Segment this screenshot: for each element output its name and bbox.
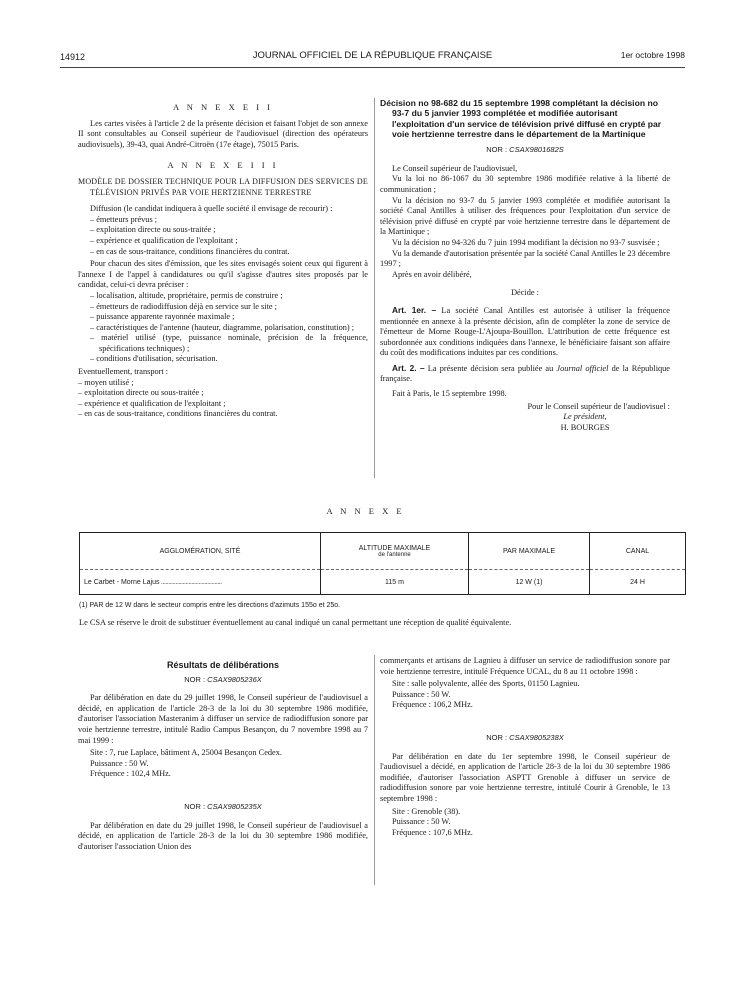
result-3-frequency: Fréquence : 107,6 MHz.	[392, 827, 473, 837]
result-1-text: Par délibération en date du 29 juillet 1998, le Conseil supérieur de l'audiovisuel a décidé, en application de l'article 28-3 de la loi du 30 septembre 1986 modifiée, d'autoriser l'association Masteranim à diffuser un service de radiodiffusion sonore par voie hertzienne terrestre, intitulé Radio Campus Besançon, du 7 novembre 1998 au 7 mai 1999 :	[78, 693, 368, 745]
transport-list	[78, 378, 368, 420]
sites-intro: Pour chacun des sites d'émission, que les sites envisagés soient ceux qui figurent à l'annexe I de l'appel à candidatures ou qu'il s'agisse d'autres sites proposés par le candidat, celui-ci devra préciser :	[78, 259, 368, 290]
list-item: – conditions d'utilisation, sécurisation.	[90, 354, 368, 365]
paragraph: Vu la loi no 86-1067 du 30 septembre 1986 modifiée relative à la liberté de communication ;	[380, 174, 670, 194]
list-item: – émetteurs prévus ;	[90, 215, 368, 226]
site-name: Le Carbet - Morne Lajus	[84, 578, 160, 586]
results-column-right	[380, 656, 670, 838]
journal-name: Journal officiel	[556, 363, 609, 373]
page-number: 14912	[60, 52, 86, 62]
nor-label: NOR :	[486, 145, 508, 155]
paragraph: Vu la demande d'autorisation présentée par la société Canal Antilles le 23 décembre 1997 ;	[380, 248, 670, 269]
col-header-canal: CANAL	[590, 533, 686, 570]
diffusion-intro: Diffusion (le candidat indiquera à quelle société il envisage de recourir) :	[90, 204, 333, 214]
list-item: – exploitation directe ou sous-traitée ;	[90, 225, 368, 236]
article-2-label: Art. 2. –	[392, 362, 425, 373]
decide-heading: Décide :	[511, 288, 539, 298]
signed-at: Fait à Paris, le 15 septembre 1998.	[392, 389, 507, 399]
table-header-row	[80, 533, 686, 570]
list-item: – caractéristiques de l'antenne (hauteur, diagramme, polarisation, constitution) ;	[90, 323, 368, 334]
result-1-frequency: Fréquence : 102,4 MHz.	[90, 769, 171, 779]
annexe-2-title: A N N E X E I I	[172, 102, 273, 112]
result-2-frequency: Fréquence : 106,2 MHz.	[392, 700, 473, 710]
annexe-2-text: Les cartes visées à l'article 2 de la présente décision et faisant l'objet de son annexe II sont consultables au Conseil supérieur de l'audiovisuel (direction des opérateurs audiovisuels), 39-43, quai André-Citroën (17e étage), 75015 Paris.	[78, 118, 368, 149]
paragraph: Après en avoir délibéré,	[392, 269, 472, 279]
annexe-table-title: A N N E X E	[326, 506, 405, 516]
annexe-3-title: A N N E X E I I I	[167, 160, 279, 171]
result-3-site: Site : Grenoble (38).	[392, 806, 461, 816]
article-2-text-end: de la République française.	[380, 363, 670, 384]
result-2-power: Puissance : 50 W.	[392, 689, 451, 699]
column-divider	[374, 98, 375, 478]
nor-code: CSAX9805235X	[207, 801, 262, 811]
list-item: – expérience et qualification de l'exploitant ;	[90, 236, 368, 247]
result-3-text: Par délibération en date du 1er septembre 1998, le Conseil supérieur de l'audiovisuel a décidé, en application de l'article 28-3 de la loi du 30 septembre 1986 modifiée, d'autoriser l'association ASPTT Grenoble à diffuser un service de radiodiffusion sonore par voie hertzienne terrestre, intitulé Courir à Grenoble, le 13 septembre 1998 :	[380, 751, 670, 803]
signature-line-2: Le président,	[563, 412, 607, 422]
annexe-table	[79, 532, 686, 595]
article-1	[380, 305, 670, 359]
sites-list	[78, 291, 368, 365]
article-2-text: La présente décision sera publiée au	[427, 363, 557, 373]
page-header	[60, 50, 685, 66]
cell-canal: 24 H	[630, 578, 645, 586]
table-footnote: (1) PAR de 12 W dans le secteur compris entre les directions d'azimuts 155o et 25o.	[79, 602, 341, 609]
result-2-nor	[78, 802, 368, 813]
results-title: Résultats de délibérations	[166, 660, 280, 670]
list-item: – puissance apparente rayonnée maximale ;	[90, 312, 368, 323]
cell-par: 12 W (1)	[469, 570, 590, 595]
nor-code: CSAX9805236X	[207, 674, 262, 684]
altitude-subheader: de l'antenne	[378, 551, 411, 558]
table-note: Le CSA se réserve le droit de substituer éventuellement au canal indiqué un canal permettant une réception de qualité équivalente.	[79, 618, 512, 627]
decision-column	[380, 98, 670, 433]
result-1-site: Site : 7, rue Laplace, bâtiment A, 25004 Besançon Cedex.	[90, 748, 282, 758]
decision-nor	[380, 145, 670, 156]
leader-dots: ..........................................	[159, 578, 222, 586]
annexe-3-heading: MODÈLE DE DOSSIER TECHNIQUE POUR LA DIFFUSION DES SERVICES DE TÉLÉVISION PRIVÉS PAR VOIE HERTZIENNE TERRESTRE	[78, 176, 368, 197]
col-header-site: AGGLOMÉRATION, SITÉ	[80, 533, 321, 570]
article-1-label: Art. 1er. –	[392, 304, 437, 315]
list-item: – moyen utilisé ;	[78, 378, 368, 389]
signature-line-3: H. BOURGES	[560, 422, 610, 432]
issue-date: 1er octobre 1998	[620, 50, 685, 60]
list-item: – en cas de sous-traitance, conditions financières du contrat.	[90, 247, 368, 258]
cell-site	[80, 570, 321, 595]
altitude-header: ALTITUDE MAXIMALE	[358, 544, 431, 552]
article-1-text: La société Canal Antilles est autorisée à utiliser la fréquence mentionnée en annexe à la présente décision, afin de compléter la zone de service de l'émetteur de Morne Rouge-L'Ajoupa-Bouillon. L'attribution de cette fréquence est subordonnée aux conditions indiquées dans l'annexe, le bénéficiaire faisant son affaire du coût des modifications induites par ces conditions.	[380, 305, 670, 358]
paragraph: Vu la décision no 93-7 du 5 janvier 1993 complétée et modifiée autorisant la société Canal Antilles à utiliser des fréquences pour l'exploitation d'un service de télévision privé diffusé en crypté par voie hertzienne terrestre dans le département de la Martinique ;	[380, 195, 670, 237]
cell-altitude: 115 m	[321, 570, 469, 595]
list-item: – matériel utilisé (type, puissance nominale, précision de la fréquence, spécifications techniques) ;	[90, 333, 368, 354]
diffusion-list	[78, 215, 368, 257]
result-3-nor	[380, 733, 670, 744]
result-3-power: Puissance : 50 W.	[392, 817, 451, 827]
nor-code: CSAX9805238X	[509, 732, 564, 742]
signature-line-1: Pour le Conseil supérieur de l'audiovisuel :	[527, 401, 670, 411]
results-column-left	[78, 660, 368, 852]
col-header-altitude	[321, 533, 469, 570]
list-item: – exploitation directe ou sous-traitée ;	[78, 388, 368, 399]
header-rule	[60, 67, 685, 68]
paragraph: Vu la décision no 94-326 du 7 juin 1994 modifiant la décision no 93-7 susvisée ;	[392, 237, 660, 247]
col-header-par: PAR MAXIMALE	[469, 533, 590, 570]
result-2-text-continued: commerçants et artisans de Lagnieu à diffuser un service de radiodiffusion sonore par voie hertzienne terrestre, intitulé Fréquence UCAL, du 8 au 11 octobre 1998 :	[380, 656, 670, 676]
list-item: – expérience et qualification de l'exploitant ;	[78, 399, 368, 410]
nor-code: CSAX9801682S	[509, 145, 564, 155]
result-1-power: Puissance : 50 W.	[90, 758, 149, 768]
list-item: – en cas de sous-traitance, conditions financières du contrat.	[78, 409, 368, 420]
article-2	[380, 363, 670, 385]
decision-title: Décision no 98-682 du 15 septembre 1998 complétant la décision no 93-7 du 5 janvier 1993 complétée et modifiée autorisant l'exploitation d'un service de télévision privé diffusé en crypté par voie hertzienne terrestre dans le département de la Martinique	[380, 98, 662, 139]
paragraph: Le Conseil supérieur de l'audiovisuel,	[392, 163, 518, 173]
annexes-column	[78, 102, 368, 420]
column-divider	[374, 655, 375, 885]
table-row	[80, 570, 686, 595]
list-item: – localisation, altitude, propriétaire, permis de construire ;	[90, 291, 368, 302]
nor-label: NOR :	[486, 732, 508, 742]
journal-title: JOURNAL OFFICIEL DE LA RÉPUBLIQUE FRANÇAISE	[252, 50, 493, 61]
result-2-text: Par délibération en date du 29 juillet 1998, le Conseil supérieur de l'audiovisuel a décidé, en application de l'article 28-3 de la loi du 30 septembre 1986 modifiée, d'autoriser l'association Union des	[78, 820, 368, 851]
nor-label: NOR :	[184, 801, 206, 811]
result-2-site: Site : salle polyvalente, allée des Sports, 01150 Lagnieu.	[392, 679, 580, 689]
nor-label: NOR :	[184, 674, 206, 684]
transport-intro: Eventuellement, transport :	[78, 367, 169, 377]
result-1-nor	[78, 675, 368, 686]
list-item: – émetteurs de radiodiffusion déjà en service sur le site ;	[90, 302, 368, 313]
